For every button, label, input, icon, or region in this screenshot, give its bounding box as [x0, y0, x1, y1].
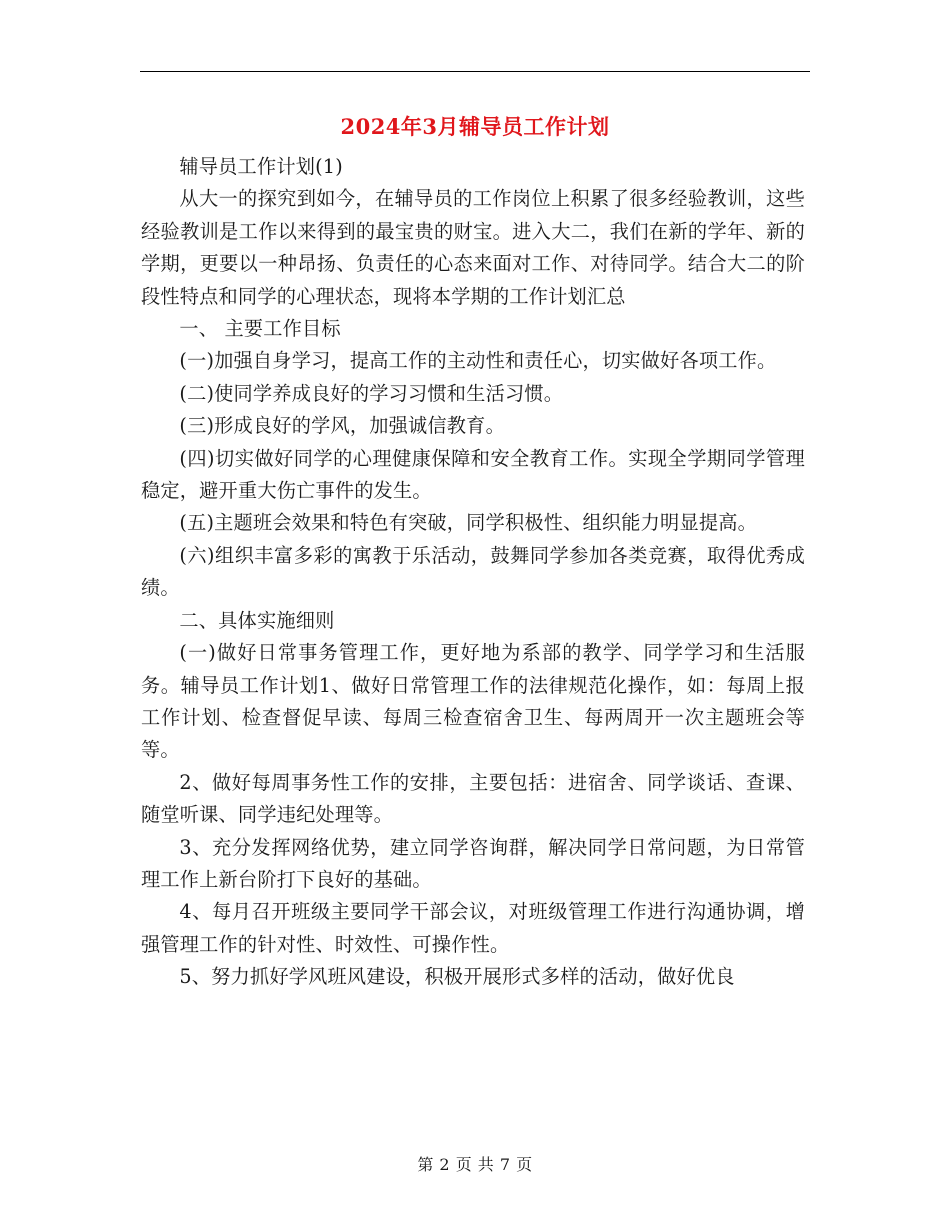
- page-footer: 第 2 页 共 7 页: [417, 1155, 533, 1174]
- paragraph-detail-3: 3、充分发挥网络优势，建立同学咨询群，解决同学日常问题，为日常管理工作上新台阶打下良好的基础。: [141, 835, 805, 891]
- header-rule: [140, 71, 810, 72]
- section-heading-details: 二、具体实施细则: [179, 608, 335, 632]
- paragraph-detail-1: (一)做好日常事务管理工作，更好地为系部的教学、同学学习和生活服务。辅导员工作计划1、做好日常管理工作的法律规范化操作，如：每周上报工作计划、检查督促早读、每周三检查宿舍卫生、每两周开一次主题班会等等。: [141, 641, 805, 762]
- paragraph-subtitle: 辅导员工作计划(1): [179, 155, 343, 178]
- document-title: 2024年3月辅导员工作计划: [340, 114, 610, 139]
- document-body: [141, 151, 805, 994]
- paragraph-intro: 从大一的探究到如今，在辅导员的工作岗位上积累了很多经验教训，这些经验教训是工作以来得到的最宝贵的财宝。进入大二，我们在新的学年、新的学期，更要以一种昂扬、负责任的心态来面对工作、对待同学。结合大二的阶段性特点和同学的心理状态，现将本学期的工作计划汇总: [141, 187, 805, 308]
- paragraph-goal-2: (二)使同学养成良好的学习习惯和生活习惯。: [179, 381, 564, 405]
- paragraph-detail-4: 4、每月召开班级主要同学干部会议，对班级管理工作进行沟通协调，增强管理工作的针对性、时效性、可操作性。: [141, 900, 805, 956]
- paragraph-goal-1: (一)加强自身学习，提高工作的主动性和责任心，切实做好各项工作。: [179, 349, 777, 373]
- paragraph-detail-2: 2、做好每周事务性工作的安排，主要包括：进宿舍、同学谈话、查课、随堂听课、同学违纪处理等。: [141, 770, 805, 827]
- paragraph-goal-3: (三)形成良好的学风，加强诚信教育。: [179, 414, 505, 438]
- section-heading-goals: 一、 主要工作目标: [179, 317, 341, 341]
- paragraph-goal-6: (六)组织丰富多彩的寓教于乐活动，鼓舞同学参加各类竞赛，取得优秀成绩。: [141, 543, 805, 600]
- paragraph-goal-4: (四)切实做好同学的心理健康保障和安全教育工作。实现全学期同学管理稳定，避开重大伤亡事件的发生。: [141, 446, 805, 503]
- paragraph-goal-5: (五)主题班会效果和特色有突破，同学积极性、组织能力明显提高。: [179, 511, 757, 535]
- paragraph-detail-5: 5、努力抓好学风班风建设，积极开展形式多样的活动，做好优良: [179, 965, 735, 989]
